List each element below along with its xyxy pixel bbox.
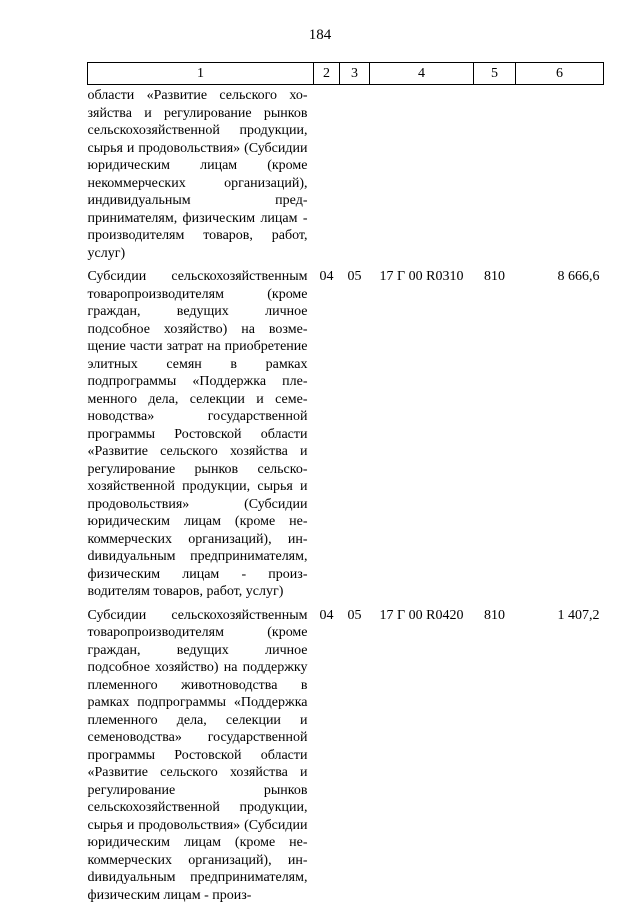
row-subsection: 05 xyxy=(347,607,362,623)
row-section xyxy=(314,85,340,263)
row-expense-type: 810 xyxy=(484,269,505,284)
row-target-code xyxy=(370,85,474,263)
row-subsection: 05 xyxy=(347,269,362,284)
row-expense-type xyxy=(474,85,516,263)
table-row xyxy=(88,262,604,601)
table-row xyxy=(88,85,604,263)
row-description: области «Развитие сельского хозяйства и регулирование рынков сельскохозяйственной продукции, сырья и продовольствия» (Субсидии юридическим лицам (кроме некоммерческих организаций), индивидуальным предпринимателям, физическим лицам - производителям товаров, работ, услуг) xyxy=(87,88,308,261)
row-expense-type: 810 xyxy=(484,607,505,623)
row-section: 04 xyxy=(319,607,334,623)
column-header-section: 2 xyxy=(314,63,340,85)
page-number: 184 xyxy=(308,27,332,43)
row-description: Субсидии сельскохозяйственным товаропроизводителям (кроме граждан, ведущих личное подсобное хозяйство) на возмещение части затрат на приобретение элитных семян в рамках подпрограммы «Поддержка племенного дела, селекции и семеноводства» государственной программы Ростовской области «Развитие сельского хозяйства и регулирование рынков сельскохозяйственной продукции, сырья и продовольствия» (Субсидии юридическим лицам (кроме некоммерческих организаций), инdивидуальным предпринимателям, физическим лицам - производителям товаров, работ, услуг) xyxy=(87,269,308,599)
column-header-target-code: 4 xyxy=(370,63,474,85)
row-amount xyxy=(516,85,604,263)
row-amount: 8 666,6 xyxy=(557,269,600,284)
row-target-code: 17 Г 00 R0420 xyxy=(379,607,464,623)
column-header-description: 1 xyxy=(88,63,314,85)
row-target-code: 17 Г 00 R0310 xyxy=(379,269,464,284)
column-header-subsection: 3 xyxy=(340,63,370,85)
row-subsection xyxy=(340,85,370,263)
column-header-expense-type: 5 xyxy=(474,63,516,85)
row-description: Субсидии сельскохозяйственным товаропроизводителям (кроме граждан, ведущих личное подсобное хозяйство) на поддержку племенного животноводства в рамках подпрограммы «Поддержка племенного дела, селекции и семеноводства» государственной программы Ростовской области «Развитие сельского хозяйства и регулирование рынков сельскохозяйственной продукции, сырья и продовольствия» (Субсидии юридическим лицам (кроме некоммерческих организаций), инdивидуальным предпринимателям, физическим лицам - произ- xyxy=(87,607,308,903)
column-header-amount: 6 xyxy=(516,63,604,85)
row-amount: 1 407,2 xyxy=(557,607,600,623)
table-row xyxy=(88,601,604,905)
row-section: 04 xyxy=(319,269,334,284)
table-header-row xyxy=(88,63,604,85)
budget-table xyxy=(87,62,604,904)
